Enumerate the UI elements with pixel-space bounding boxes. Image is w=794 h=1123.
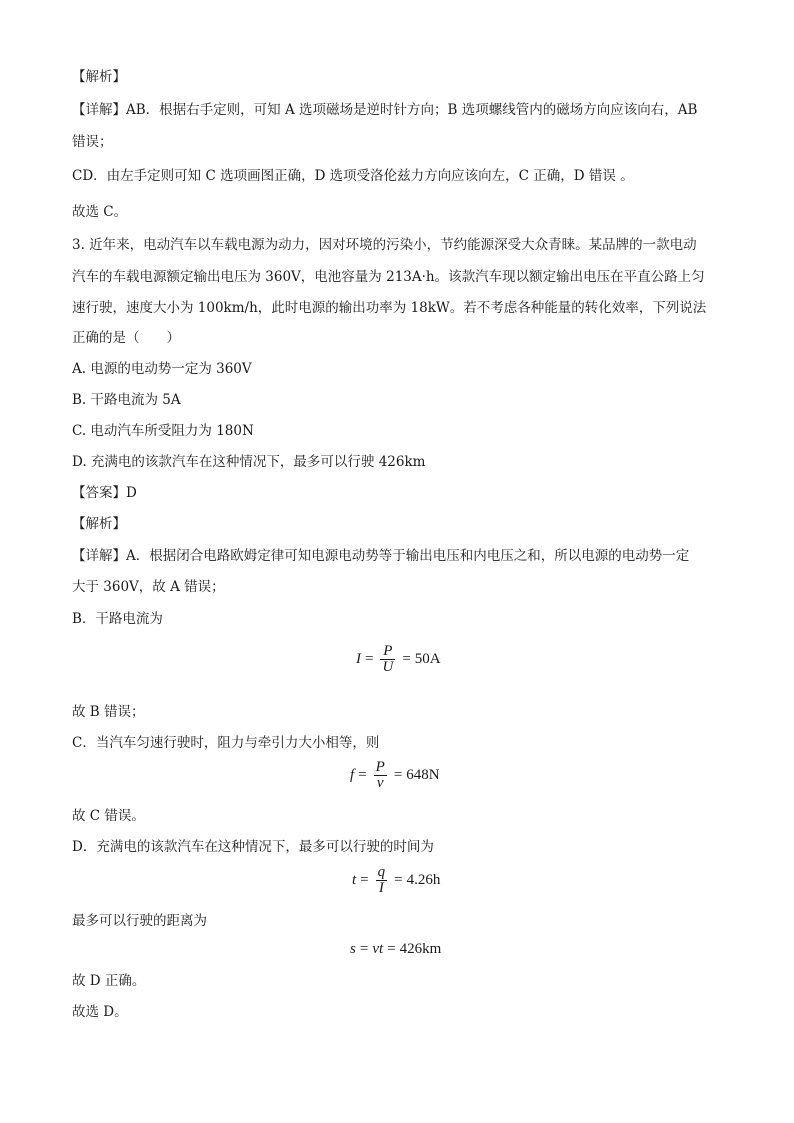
choose-2: 故选 D。 (72, 1004, 128, 1020)
d-conclusion: 故 D 正确。 (72, 973, 146, 989)
c-conclusion: 故 C 错误。 (72, 808, 145, 824)
equals-sign: = (393, 767, 403, 783)
d-line: D．充满电的该款汽车在这种情况下，最多可以行驶的时间为 (72, 839, 434, 855)
detail-1-line-3: CD．由左手定则可知 C 选项画图正确，D 选项受洛伦兹力方向应该向左，C 正确，D 错误 。 (72, 168, 634, 184)
choose-1: 故选 C。 (72, 204, 128, 220)
denominator: U (382, 659, 394, 675)
eq-lhs: f (350, 767, 355, 783)
equals-sign: = (360, 872, 369, 888)
eq-lhs: s (350, 941, 356, 957)
option-b: B. 干路电流为 5A (72, 392, 181, 408)
equals-sign: = (387, 941, 396, 957)
option-c: C. 电动汽车所受阻力为 180N (72, 423, 254, 439)
eq-lhs: t (352, 872, 357, 888)
eq-result: 4.26h (406, 872, 441, 888)
numerator: P (383, 643, 393, 659)
b-line: B．干路电流为 (72, 611, 163, 627)
detail-2-line-2: 大于 360V，故 A 错误； (72, 579, 225, 595)
denominator: v (376, 775, 384, 791)
detail-1-line-1: 【详解】AB．根据右手定则，可知 A 选项磁场是逆时针方向；B 选项螺线管内的磁场方向应该向右，AB (72, 102, 698, 118)
d-line-2: 最多可以行驶的距离为 (72, 913, 207, 929)
option-a: A. 电源的电动势一定为 360V (72, 361, 252, 377)
answer: 【答案】D (72, 485, 137, 501)
c-line: C．当汽车匀速行驶时，阻力与牵引力大小相等，则 (72, 735, 380, 751)
equals-sign: = (359, 941, 369, 957)
equation-time (352, 865, 440, 896)
detail-1-line-2: 错误； (72, 134, 113, 150)
eq-result: 50A (414, 651, 441, 667)
question-3-line-2: 汽车的车载电源额定输出电压为 360V，电池容量为 213A·h。该款汽车现以额定输出电压在平直公路上匀 (72, 269, 705, 285)
b-conclusion: 故 B 错误； (72, 704, 145, 720)
eq-result: 648N (406, 767, 440, 783)
fraction (374, 760, 387, 791)
equation-distance (350, 941, 441, 958)
equals-sign: = (365, 651, 374, 667)
analysis-tag-2: 【解析】 (72, 516, 126, 532)
fraction (376, 865, 388, 896)
question-3-line-4: 正确的是（ ） (72, 330, 180, 346)
equation-resistance (350, 760, 440, 791)
eq-result: 426km (399, 941, 442, 957)
equation-current (356, 644, 441, 675)
numerator: q (377, 864, 386, 880)
denominator: I (378, 880, 384, 896)
fraction (380, 644, 395, 675)
numerator: P (375, 759, 385, 775)
analysis-tag-1: 【解析】 (72, 69, 126, 85)
eq-lhs: I (356, 651, 361, 667)
option-d: D. 充满电的该款汽车在这种情况下，最多可以行驶 426km (72, 454, 426, 470)
eq-middle: vt (372, 941, 384, 957)
detail-2-line-1: 【详解】A．根据闭合电路欧姆定律可知电源电动势等于输出电压和内电压之和，所以电源的电动势一定 (72, 548, 690, 564)
question-3-line-3: 速行驶，速度大小为 100km/h，此时电源的输出功率为 18kW。若不考虑各种能量的转化效率，下列说法 (72, 300, 707, 316)
equals-sign: = (402, 651, 411, 667)
equals-sign: = (394, 872, 403, 888)
question-3-line-1: 3. 近年来，电动汽车以车载电源为动力，因对环境的污染小，节约能源深受大众青睐。某品牌的一款电动 (72, 237, 697, 253)
equals-sign: = (358, 767, 367, 783)
